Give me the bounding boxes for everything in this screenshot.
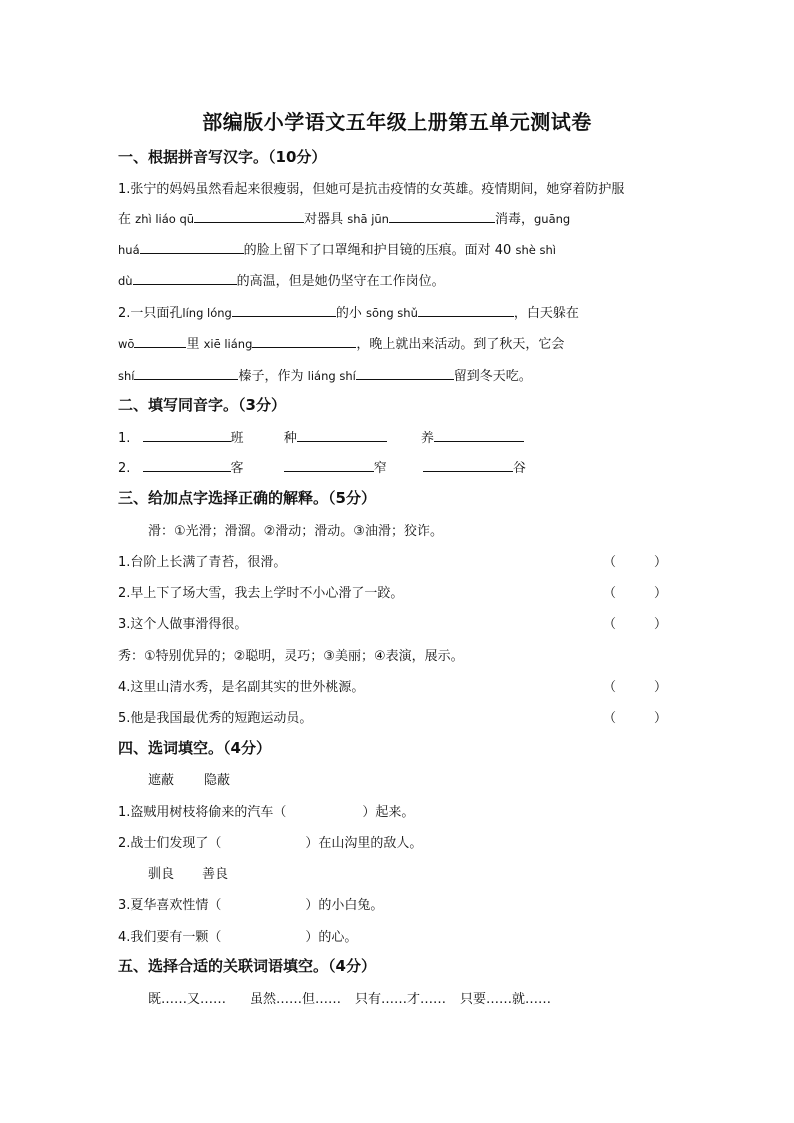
answer-blank[interactable] xyxy=(134,366,238,380)
answer-blank[interactable] xyxy=(418,303,514,317)
s1-line-2 xyxy=(118,208,570,227)
text: 榛子，作为 xyxy=(238,369,304,384)
pinyin: xiē liáng xyxy=(203,337,253,351)
s4-question-2: 2.战士们发现了（ ）在山沟里的敌人。 xyxy=(118,836,423,851)
s1-line-5 xyxy=(118,302,579,321)
s1-line-7 xyxy=(118,365,532,384)
answer-blank[interactable] xyxy=(143,458,231,472)
item-number: 1. xyxy=(118,431,131,446)
text: 的小 xyxy=(335,306,362,321)
section-1-heading: 一、根据拼音写汉字。（10分） xyxy=(118,148,327,166)
section-5-heading: 五、选择合适的关联词语填空。（4分） xyxy=(118,957,376,975)
char: 窄 xyxy=(373,461,387,476)
text: 消毒， xyxy=(494,212,534,227)
text: ，白天躲在 xyxy=(513,306,579,321)
word-option: 隐蔽 xyxy=(204,773,231,788)
s4-question-4: 4.我们要有一颗（ ）的心。 xyxy=(118,930,358,945)
answer-blank[interactable] xyxy=(134,334,186,348)
word-option: 遮蔽 xyxy=(148,773,175,788)
answer-blank[interactable] xyxy=(232,303,336,317)
conjunction-option: 既……又…… xyxy=(148,992,227,1007)
answer-blank[interactable] xyxy=(143,428,231,442)
word-option: 善良 xyxy=(202,867,229,882)
text: 的高温，但是她仍坚守在工作岗位。 xyxy=(236,274,445,289)
conjunction-option: 虽然……但…… xyxy=(250,992,342,1007)
s1-line-3 xyxy=(118,239,556,258)
s1-line-6 xyxy=(118,333,564,352)
section-4-heading: 四、选词填空。（4分） xyxy=(118,739,271,757)
answer-blank[interactable] xyxy=(140,240,244,254)
pinyin: shā jūn xyxy=(347,212,389,226)
answer-blank[interactable] xyxy=(194,209,304,223)
s1-line-4 xyxy=(118,270,445,289)
text: 2.一只面孔 xyxy=(118,306,183,321)
char: 养 xyxy=(420,431,434,446)
conjunction-option: 只有……才…… xyxy=(355,992,447,1007)
s3-question-3: 3.这个人做事滑得很。 xyxy=(118,617,248,632)
s3-question-4: 4.这里山清水秀，是名副其实的世外桃源。 xyxy=(118,680,365,695)
definition-hua: 滑：①光滑；滑溜。②滑动；滑动。③油滑；狡诈。 xyxy=(148,524,443,539)
text: 对器具 xyxy=(304,212,344,227)
answer-blank[interactable] xyxy=(297,428,387,442)
pinyin: dù xyxy=(118,274,133,288)
conjunction-options xyxy=(148,988,551,1007)
definition-xiu: 秀：①特别优异的；②聪明，灵巧；③美丽；④表演，展示。 xyxy=(118,649,464,664)
answer-blank[interactable] xyxy=(284,458,374,472)
char: 种 xyxy=(283,431,297,446)
answer-paren[interactable]: （ ） xyxy=(603,555,668,570)
text: ，晚上就出来活动。到了秋天，它会 xyxy=(356,337,565,352)
section-3-heading: 三、给加点字选择正确的解释。（5分） xyxy=(118,489,376,507)
answer-blank[interactable] xyxy=(389,209,495,223)
char: 客 xyxy=(230,461,244,476)
section-2-heading: 二、填写同音字。（3分） xyxy=(118,396,286,414)
word-option: 驯良 xyxy=(148,867,175,882)
s3-question-1: 1.台阶上长满了青苔，很滑。 xyxy=(118,555,287,570)
char: 谷 xyxy=(512,461,526,476)
answer-blank[interactable] xyxy=(434,428,524,442)
char: 班 xyxy=(230,431,244,446)
text: 的脸上留下了口罩绳和护目镜的压痕。面对 40 xyxy=(243,243,512,258)
s4-question-3: 3.夏华喜欢性情（ ）的小白兔。 xyxy=(118,898,384,913)
answer-blank[interactable] xyxy=(356,366,454,380)
s2-row-2 xyxy=(118,457,526,476)
word-choices-1 xyxy=(148,769,230,788)
pinyin: zhì liáo qū xyxy=(135,212,195,226)
word-choices-2 xyxy=(148,863,228,882)
answer-paren[interactable]: （ ） xyxy=(603,711,668,726)
text: 留到冬天吃。 xyxy=(453,369,532,384)
answer-paren[interactable]: （ ） xyxy=(603,680,668,695)
s2-row-1 xyxy=(118,427,524,446)
pinyin: liáng shí xyxy=(307,369,356,383)
pinyin: huá xyxy=(118,243,140,257)
s3-question-5: 5.他是我国最优秀的短跑运动员。 xyxy=(118,711,313,726)
conjunction-option: 只要……就…… xyxy=(460,992,552,1007)
answer-paren[interactable]: （ ） xyxy=(603,617,668,632)
pinyin: sōng shǔ xyxy=(366,306,418,320)
pinyin: shí xyxy=(118,369,135,383)
answer-blank[interactable] xyxy=(133,271,237,285)
page-title: 部编版小学语文五年级上册第五单元测试卷 xyxy=(202,110,592,134)
text: 在 xyxy=(118,212,132,227)
pinyin: líng lóng xyxy=(182,306,232,320)
s3-question-2: 2.早上下了场大雪，我去上学时不小心滑了一跤。 xyxy=(118,586,404,601)
pinyin: shè shì xyxy=(515,243,556,257)
item-number: 2. xyxy=(118,461,131,476)
answer-blank[interactable] xyxy=(252,334,356,348)
s1-line-1: 1.张宁的妈妈虽然看起来很瘦弱，但她可是抗击疫情的女英雄。疫情期间，她穿着防护服 xyxy=(118,182,625,197)
answer-paren[interactable]: （ ） xyxy=(603,586,668,601)
s4-question-1: 1.盗贼用树枝将偷来的汽车（ ）起来。 xyxy=(118,805,415,820)
text: 里 xyxy=(186,337,200,352)
pinyin: wō xyxy=(118,337,135,351)
pinyin: guāng xyxy=(534,212,571,226)
answer-blank[interactable] xyxy=(423,458,513,472)
